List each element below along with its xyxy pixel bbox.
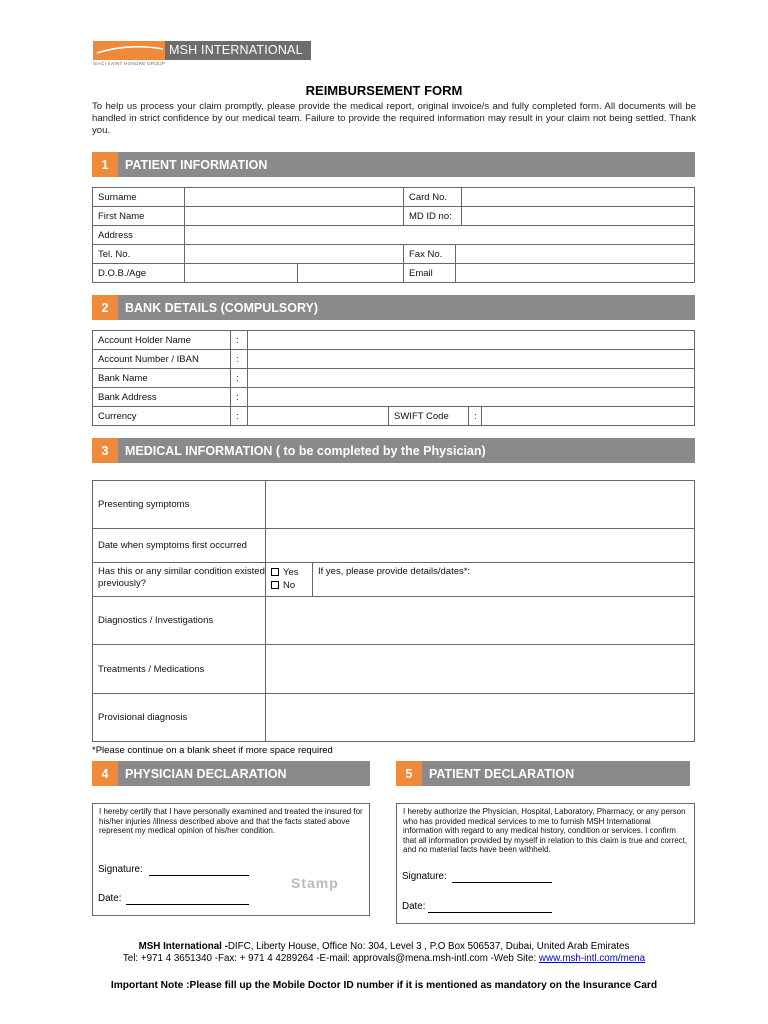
intro-text: To help us process your claim promptly, please provide the medical report, original invoice/s and fully completed form. All documents will be handled in strict confidence by our medical team. Failure to provide the required information may result in your claim not being settled. Thank you. [92, 101, 696, 136]
no-label: No [283, 580, 296, 591]
age-field[interactable] [298, 264, 404, 283]
patient-signature-label: Signature: [402, 871, 447, 882]
section-physician-header [92, 761, 370, 786]
email-label: Email [404, 264, 456, 283]
table-row [93, 645, 695, 694]
swift-field[interactable] [482, 407, 695, 426]
patient-declaration-text: I hereby authorize the Physician, Hospital, Laboratory, Pharmacy, or any person who has provided medical services to me to furnish MSH International information with regard to any medical history, condition or services. I confirm that all information provided by myself in relation to this claim is true and correct, and no material facts have been withheld. [403, 807, 688, 855]
table-row [93, 481, 695, 529]
card-no-field[interactable] [462, 188, 695, 207]
yes-no-options [266, 563, 313, 597]
checkbox-icon[interactable] [271, 581, 279, 589]
table-row [93, 388, 695, 407]
account-number-label: Account Number / IBAN [93, 350, 231, 369]
physician-signature-line[interactable] [149, 875, 249, 876]
footer-contact [0, 953, 768, 964]
important-text: Please fill up the Mobile Doctor ID number if it is mentioned as mandatory on the Insurance Card [189, 980, 658, 991]
physician-date-label: Date: [98, 893, 122, 904]
tel-field[interactable] [185, 245, 404, 264]
section-title: PHYSICIAN DECLARATION [125, 766, 287, 781]
account-holder-label: Account Holder Name [93, 331, 231, 350]
date-first-field[interactable] [266, 529, 695, 563]
medical-info-table [92, 480, 695, 742]
md-id-field[interactable] [462, 207, 695, 226]
dob-label: D.O.B./Age [93, 264, 185, 283]
table-row [93, 226, 695, 245]
patient-info-table [92, 187, 695, 283]
important-label: Important Note : [110, 980, 190, 991]
diagnostics-field[interactable] [266, 597, 695, 645]
surname-label: Surname [93, 188, 185, 207]
form-title: REIMBURSEMENT FORM [305, 83, 463, 98]
footer-contact-text: Tel: +971 4 3651340 -Fax: + 971 4 4289264 -E-mail: approvals@mena.msh-intl.com -Web Site: [122, 953, 539, 964]
physician-declaration-text: I hereby certify that I have personally examined and treated the insured for his/her injuries /illness described above and that the facts stated above represent my medical opinion of his/her condition. [99, 807, 363, 836]
details-field[interactable] [313, 563, 695, 597]
first-name-field[interactable] [185, 207, 404, 226]
table-row [93, 563, 695, 597]
first-name-label: First Name [93, 207, 185, 226]
section-bank-header [92, 295, 695, 320]
patient-date-label: Date: [402, 901, 426, 912]
section-number: 5 [396, 761, 422, 786]
provisional-label: Provisional diagnosis [93, 694, 266, 742]
footer-address [0, 941, 768, 952]
website-link[interactable]: www.msh-intl.com/mena [538, 953, 646, 964]
surname-field[interactable] [185, 188, 404, 207]
no-option[interactable] [271, 579, 312, 592]
section-title: BANK DETAILS (COMPULSORY) [125, 300, 319, 315]
swift-label: SWIFT Code [389, 407, 469, 426]
bank-address-field[interactable] [248, 388, 695, 407]
provisional-field[interactable] [266, 694, 695, 742]
patient-signature-line[interactable] [452, 882, 552, 883]
logo-name: MSH INTERNATIONAL [165, 41, 311, 60]
footer-address-text: DIFC, Liberty House, Office No: 304, Level 3 , P.O Box 506537, Dubai, United Arab Emirates [227, 941, 630, 952]
physician-signature-label: Signature: [98, 864, 143, 875]
bank-address-label: Bank Address [93, 388, 231, 407]
continue-note: *Please continue on a blank sheet if more space required [92, 745, 333, 756]
section-title: MEDICAL INFORMATION ( to be completed by the Physician) [125, 443, 486, 458]
stamp-placeholder: Stamp [291, 875, 339, 891]
yes-option[interactable] [271, 566, 312, 579]
colon: : [231, 331, 248, 350]
section-title: PATIENT INFORMATION [125, 157, 268, 172]
patient-declaration-box [396, 803, 695, 924]
fax-field[interactable] [456, 245, 695, 264]
table-row [93, 369, 695, 388]
patient-date-line[interactable] [428, 912, 552, 913]
section-number: 1 [92, 152, 118, 177]
footer-company: MSH International - [138, 941, 228, 952]
section-number: 4 [92, 761, 118, 786]
physician-date-line[interactable] [126, 904, 249, 905]
similar-condition-label: Has this or any similar condition existed previously? [93, 563, 266, 597]
logo-subtitle: SIACI SAINT HONORE GROUP [93, 61, 166, 66]
table-row [93, 529, 695, 563]
section-medical-header [92, 438, 695, 463]
date-first-label: Date when symptoms first occurred [93, 529, 266, 563]
details-label: If yes, please provide details/dates*: [318, 566, 471, 577]
dob-field[interactable] [185, 264, 298, 283]
card-no-label: Card No. [404, 188, 462, 207]
table-row [93, 264, 695, 283]
physician-declaration-box [92, 803, 370, 916]
table-row [93, 350, 695, 369]
section-title: PATIENT DECLARATION [429, 766, 575, 781]
important-note [0, 980, 768, 993]
fax-label: Fax No. [404, 245, 456, 264]
table-row [93, 207, 695, 226]
email-field[interactable] [456, 264, 695, 283]
symptoms-field[interactable] [266, 481, 695, 529]
bank-name-field[interactable] [248, 369, 695, 388]
swoosh-icon [93, 41, 165, 60]
table-row [93, 597, 695, 645]
section-patient-header [92, 152, 695, 177]
colon: : [231, 350, 248, 369]
colon: : [231, 407, 248, 426]
table-row [93, 331, 695, 350]
symptoms-label: Presenting symptoms [93, 481, 266, 529]
section-number: 2 [92, 295, 118, 320]
diagnostics-label: Diagnostics / Investigations [93, 597, 266, 645]
bank-name-label: Bank Name [93, 369, 231, 388]
table-row [93, 694, 695, 742]
account-holder-field[interactable] [248, 331, 695, 350]
company-logo [93, 41, 311, 60]
currency-label: Currency [93, 407, 231, 426]
treatments-field[interactable] [266, 645, 695, 694]
currency-field[interactable] [248, 407, 389, 426]
treatments-label: Treatments / Medications [93, 645, 266, 694]
address-label: Address [93, 226, 185, 245]
table-row [93, 188, 695, 207]
bank-details-table [92, 330, 695, 426]
address-field[interactable] [185, 226, 695, 245]
checkbox-icon[interactable] [271, 568, 279, 576]
table-row [93, 407, 695, 426]
section-number: 3 [92, 438, 118, 463]
md-id-label: MD ID no: [404, 207, 462, 226]
colon: : [469, 407, 482, 426]
colon: : [231, 369, 248, 388]
account-number-field[interactable] [248, 350, 695, 369]
colon: : [231, 388, 248, 407]
yes-label: Yes [283, 567, 299, 578]
section-patient-decl-header [396, 761, 690, 786]
table-row [93, 245, 695, 264]
tel-label: Tel. No. [93, 245, 185, 264]
